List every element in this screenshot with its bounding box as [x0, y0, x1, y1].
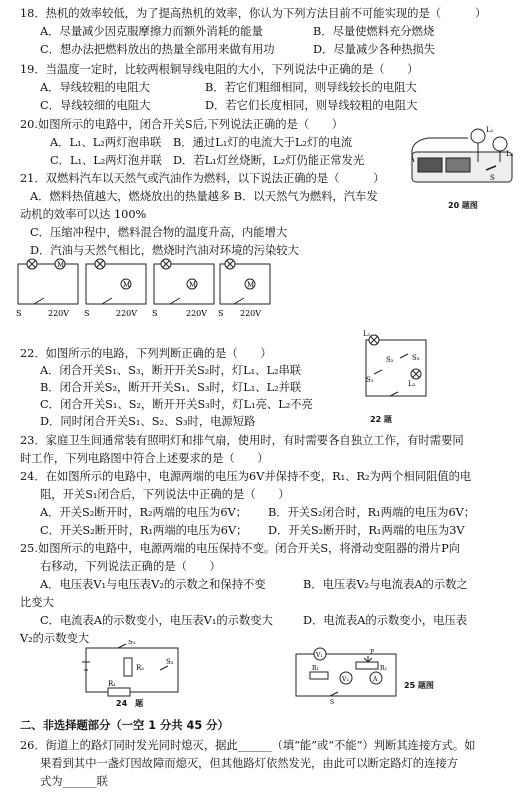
figure-24	[78, 640, 188, 706]
svg-text:S: S	[152, 309, 158, 318]
figure-25	[290, 640, 440, 706]
q24-line2: 阻，开关S₁闭合后，下列说法中正确的是（ ）	[40, 488, 290, 501]
fig20-caption: 20 题图	[448, 201, 478, 210]
fig24-caption: 24 题	[116, 699, 144, 708]
q23-line2: 时工作，下列电路图中符合上述要求的是（ ）	[20, 452, 269, 465]
q23-line1: 23．家庭卫生间通常装有照明灯和排气扇，使用时，有时需要各自独立工作，有时需要同	[20, 434, 464, 447]
svg-text:M: M	[189, 281, 197, 289]
q19-stem: 19．当温度一定时，比较两根铜导线电阻的大小，下列说法中正确的是（ ）	[20, 63, 419, 76]
q19-option-d: D．若它们长度相同，则导线较粗的电阻大	[205, 99, 418, 112]
svg-text:S₃: S₃	[412, 354, 420, 362]
svg-text:S₂: S₂	[386, 356, 394, 364]
q18-option-c: C．想办法把燃料放出的热量全部用来做有用功	[40, 43, 275, 56]
q25-option-b-cont: 比变大	[20, 596, 54, 609]
q25-option-d-cont: V₂的示数变大	[20, 632, 90, 645]
svg-text:M: M	[123, 281, 131, 289]
q25-line2: 右移动，下列说法正确的是（ ）	[40, 560, 221, 573]
svg-text:L₂: L₂	[408, 380, 416, 388]
q19-option-b: B．若它们粗细相同，则导线较长的电阻大	[205, 81, 417, 94]
q24-option-a: A．开关S₂断开时，R₂两端的电压为6V；	[40, 506, 247, 519]
svg-text:P: P	[370, 649, 375, 656]
circuit-option-1	[16, 259, 78, 318]
svg-text:R₁: R₁	[312, 665, 319, 672]
q25-option-d: D．电流表A的示数变小，电压表	[303, 614, 468, 627]
svg-text:220V: 220V	[116, 309, 138, 318]
q25-line1: 25.如图所示的电路中，电源两端的电压保持不变。闭合开关S，将滑动变阻器的滑片P向	[20, 542, 460, 555]
q24-option-c: C．开关S₂断开时，R₁两端的电压为6V；	[40, 524, 248, 537]
q22-option-c: C．闭合开关S₁、S₂，断开开关S₃时，灯L₁亮、L₂不亮	[40, 398, 313, 411]
q21-option-a: A．燃料热值越大，燃烧放出的热量越多 B．以天然气为燃料，汽车发	[30, 190, 378, 203]
q20-stem: 20.如图所示的电路中，闭合开关S后,下列说法正确的是（ ）	[20, 118, 344, 131]
q24-line1: 24．在如图所示的电路中，电源两端的电压为6V并保持不变，R₁、R₂为两个相同阻值的电	[20, 470, 472, 483]
q18-stem: 18．热机的效率较低，为了提高热机的效率，你认为下列方法目前不可能实现的是（ ）	[20, 7, 487, 20]
q21-option-d: D．汽油与天然气相比，燃烧时汽油对环境的污染较大	[30, 244, 299, 257]
svg-text:A: A	[373, 676, 378, 683]
q18-option-b: B．尽量使燃料充分燃烧	[313, 25, 435, 38]
figure-22	[360, 330, 432, 424]
q20-option-a: A．L₁、L₂两灯泡串联	[50, 136, 162, 149]
q18-option-a: A．尽量减少因克服摩擦力而额外消耗的能量	[40, 25, 263, 38]
circuit-option-4	[218, 259, 270, 318]
q18-option-d: D．尽量减少各种热损失	[313, 43, 436, 56]
svg-text:220V: 220V	[186, 309, 208, 318]
q22-stem: 22．如图所示的电路，下列判断正确的是（ ）	[20, 347, 272, 360]
fig20-lamp2-label: L₂	[506, 150, 514, 158]
q20-option-c: C．L₁、L₂两灯泡并联	[50, 154, 162, 167]
q26-line3: 式为______联	[40, 775, 108, 788]
circuit-option-3	[152, 259, 214, 318]
q21-option-a-cont: 动机的效率可以达 100%	[20, 208, 147, 221]
section-2-title: 二、非选择题部分（一空 1 分共 45 分）	[20, 719, 229, 732]
q24-option-d: D．开关S₂断开时，R₁两端的电压为3V	[268, 524, 465, 537]
svg-text:M: M	[57, 261, 65, 269]
q21-option-c: C．压缩冲程中，燃料混合物的温度升高，内能增大	[30, 226, 288, 239]
q19-option-c: C．导线较细的电阻大	[40, 99, 151, 112]
figure-20	[408, 122, 518, 208]
svg-text:R₂: R₂	[380, 665, 387, 672]
q25-option-c: C．电流表A的示数变小，电压表V₁的示数变大	[40, 614, 273, 627]
svg-text:V₂: V₂	[342, 676, 349, 683]
svg-text:L₁: L₁	[363, 330, 371, 338]
svg-text:V₁: V₁	[316, 652, 323, 659]
q26-line2: 果看到其中一盏灯因故障而熄灭，但其他路灯依然发光，由此可以断定路灯的连接方	[40, 757, 458, 770]
q22-option-b: B．闭合开关S₂，断开开关S₁、S₃时，灯L₁、L₂并联	[40, 381, 302, 394]
fig20-lamp1-label: L₁	[486, 126, 494, 134]
fig20-switch-label: S	[490, 174, 495, 182]
circuit-option-2	[84, 259, 146, 318]
q23-circuit-options	[14, 258, 274, 320]
svg-text:S: S	[218, 309, 224, 318]
svg-text:S: S	[84, 309, 90, 318]
q22-option-d: D．同时闭合开关S₁、S₂、S₃时，电源短路	[40, 415, 256, 428]
q20-option-d: D．若L₁灯丝烧断，L₂灯仍能正常发光	[173, 154, 365, 167]
q24-option-b: B．开关S₂闭合时，R₁两端的电压为6V；	[268, 506, 476, 519]
svg-text:S₁: S₁	[128, 640, 136, 646]
q21-stem: 21．双燃料汽车以天然气或汽油作为燃料，以下说法正确的是（ ）	[20, 172, 385, 185]
svg-text:S₂: S₂	[166, 658, 174, 666]
q19-option-a: A．导线较粗的电阻大	[40, 81, 150, 94]
svg-text:220V: 220V	[48, 309, 70, 318]
q20-option-b: B．通过L₁灯的电流大于L₂灯的电流	[173, 136, 353, 149]
fig25-caption: 25 题图	[404, 681, 434, 690]
svg-text:220V: 220V	[240, 309, 262, 318]
svg-text:S₁: S₁	[366, 376, 374, 384]
svg-text:M: M	[247, 281, 255, 289]
svg-text:R₂: R₂	[136, 664, 145, 672]
svg-text:S: S	[330, 699, 335, 706]
fig22-caption: 22 题	[370, 415, 392, 424]
svg-text:R₁: R₁	[108, 680, 117, 688]
q25-option-b: B．电压表V₂与电流表A的示数之	[303, 578, 468, 591]
q26-line1: 26．街道上的路灯同时发光同时熄灭，据此______（填“能”或“不能”）判断其连接方式。如	[20, 739, 476, 752]
svg-text:S: S	[16, 309, 22, 318]
q22-option-a: A．闭合开关S₁、S₃，断开开关S₂时，灯L₁、L₂串联	[40, 364, 302, 377]
q25-option-a: A．电压表V₁与电压表V₂的示数之和保持不变	[40, 578, 266, 591]
